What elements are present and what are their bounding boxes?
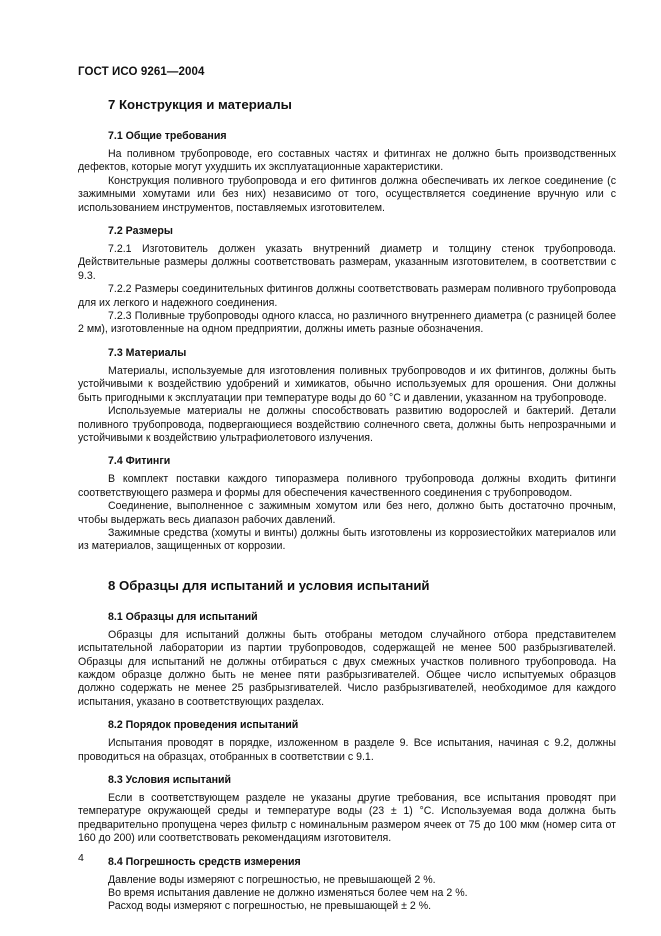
- subsection-title: 7.1 Общие требования: [108, 130, 227, 142]
- paragraph: 7.2.1 Изготовитель должен указать внутренний диаметр и толщину стенок трубопровода. Действительные размеры должны соответствовать размерам, указанным изготовителем, в соответствии с 9.3.: [78, 243, 616, 282]
- paragraph: Зажимные средства (хомуты и винты) должны быть изготовлены из коррозиестойких материалов или из материалов, защищенных от коррозии.: [78, 526, 616, 553]
- paragraph: 7.2.2 Размеры соединительных фитингов должны соответствовать размерам поливного трубопровода для их легкого и надежного соединения.: [78, 283, 616, 309]
- paragraph: Используемые материалы не должны способствовать развитию водорослей и бактерий. Детали поливного трубопровода, подвергающиеся воздействию солнечного света, должны быть непрозрачными и устойчивыми к воздействию ультрафиолетового излучения.: [78, 405, 616, 444]
- subsection-title: 7.2 Размеры: [108, 225, 173, 238]
- paragraph: В комплект поставки каждого типоразмера поливного трубопровода должны входить фитинги соответствующего размера и формы для обеспечения качественного соединения с трубопроводом.: [78, 473, 616, 499]
- section-title: 8 Образцы для испытаний и условия испытаний: [108, 577, 430, 593]
- subsection-title: 8.2 Порядок проведения испытаний: [108, 719, 299, 732]
- paragraph: 7.2.3 Поливные трубопроводы одного класса, но различного внутреннего диаметра (с разницей более 2 мм), изготовленные на одном предприятии, должны иметь разные обозначения.: [78, 310, 616, 336]
- subsection-title: 8.1 Образцы для испытаний: [108, 610, 258, 623]
- paragraph: Соединение, выполненное с зажимным хомутом или без него, должно быть достаточно прочным, чтобы выдержать весь диапазон рабочих давлений.: [78, 500, 616, 526]
- subsection-title: 8.4 Погрешность средств измерения: [108, 855, 301, 868]
- paragraph: Если в соответствующем разделе не указаны другие требования, все испытания проводят при температуре окружающей среды и температуре воды (23 ± 1) °С. Используемая вода должна быть предварительно пропущена через фильтр с номинальным размером ячеек от 75 до 100 мкм (номер сита от 160 до 200) или соответствовать рекомендациям изготовителя.: [78, 792, 616, 845]
- subsection-title: 7.4 Фитинги: [108, 455, 171, 468]
- document-header: ГОСТ ИСО 9261—2004: [78, 66, 205, 78]
- paragraph: Давление воды измеряют с погрешностью, не превышающей 2 %.: [108, 873, 436, 886]
- paragraph: Образцы для испытаний должны быть отобраны методом случайного отбора представителем испытательной лаборатории из партии трубопроводов, содержащей не менее 500 разбрызгивателей. Образцы для испытаний не должны отбираться с двух смежных участков поливного трубопровода. На каждом образце должно быть не менее пяти разбрызгивателей. Общее число испытуемых образцов должно содержать не менее 25 разбрызгивателей. Число разбрызгивателей, необходимое для каждого испытания, указано в соответствующих разделах.: [78, 628, 616, 708]
- paragraph: Испытания проводят в порядке, изложенном в разделе 9. Все испытания, начиная с 9.2, должны проводиться на образцах, отобранных в соответствии с 9.1.: [78, 737, 616, 763]
- subsection-title: 7.3 Материалы: [108, 346, 187, 359]
- paragraph: На поливном трубопроводе, его составных частях и фитингах не должно быть производственных дефектов, которые могут ухудшить их эксплуатационные характеристики.: [78, 148, 616, 174]
- paragraph: Конструкция поливного трубопровода и его фитингов должна обеспечивать их легкое соединение (с зажимными хомутами или без них) независимо от того, осуществляется соединение вручную или с использованием инструментов, поставляемых изготовителем.: [78, 174, 616, 214]
- document-body: [78, 92, 616, 914]
- subsection-title: 8.3 Условия испытаний: [108, 774, 232, 786]
- paragraph: Расход воды измеряют с погрешностью, не превышающей ± 2 %.: [108, 900, 432, 913]
- paragraph: Материалы, используемые для изготовления поливных трубопроводов и их фитингов, должны быть устойчивыми к воздействию удобрений и химикатов, обычно используемых для орошения. Они должны быть пригодными к эксплуатации при температуре воды до 60 °С и давлении, указанном на трубопроводе.: [78, 364, 616, 404]
- section-title: 7 Конструкция и материалы: [108, 97, 292, 112]
- paragraph: Во время испытания давление не должно изменяться более чем на 2 %.: [108, 887, 468, 900]
- page-number: 4: [78, 852, 84, 864]
